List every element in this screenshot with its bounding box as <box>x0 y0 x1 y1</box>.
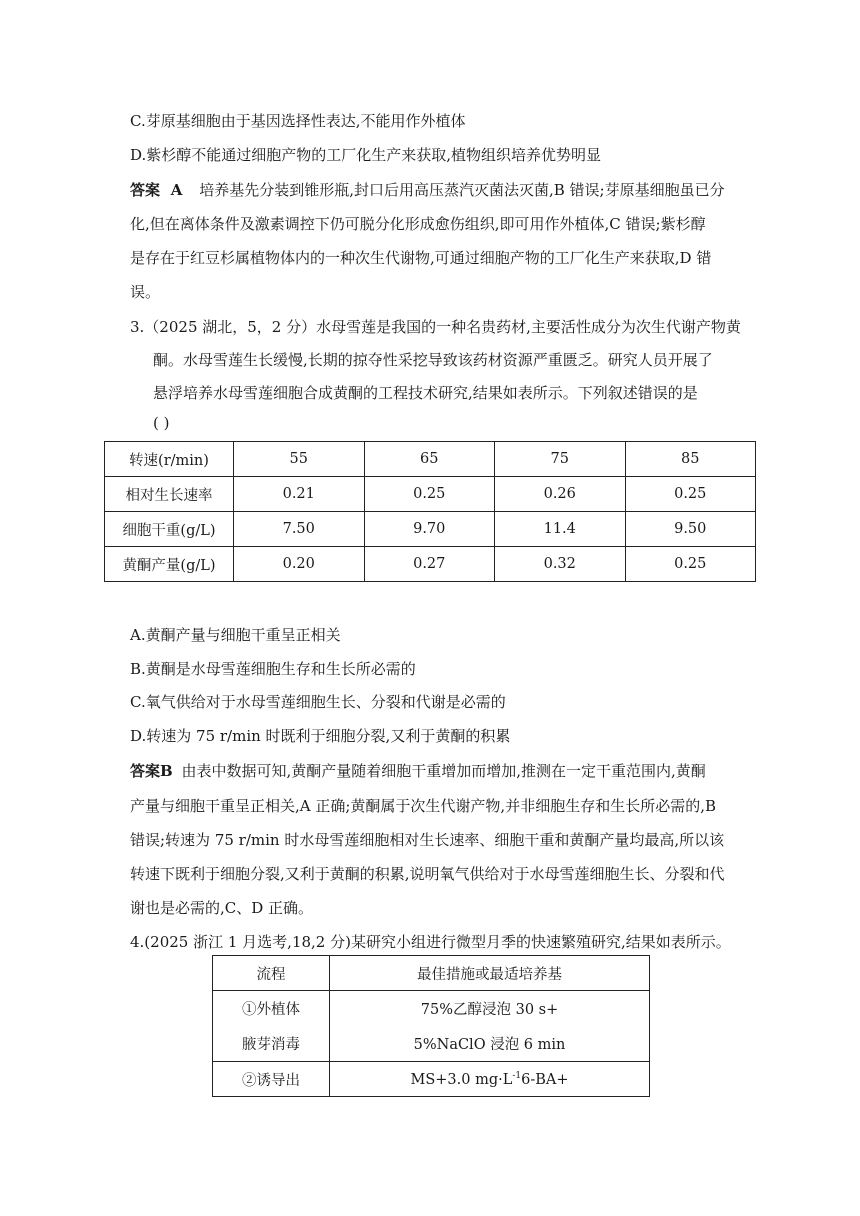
step-line: ①外植体 <box>242 1002 300 1018</box>
table-row <box>213 991 650 1062</box>
q4-procedure-table <box>212 955 650 1097</box>
table-cell: 相对生长速率 <box>105 477 234 512</box>
q3-stem-line: 酮。水母雪莲生长缓慢,长期的掠夺性采挖导致该药材资源严重匮乏。研究人员开展了 <box>153 351 713 369</box>
explanation-line: 化,但在离体条件及激素调控下仍可脱分化形成愈伤组织,即可用作外植体,C 错误;紫杉醇 <box>130 215 706 233</box>
table-cell: 65 <box>364 442 495 477</box>
table-cell: 7.50 <box>234 512 365 547</box>
answer-blank: ( ) <box>153 414 170 432</box>
q2-answer <box>130 180 725 200</box>
measure-line: 5%NaClO 浸泡 6 min <box>413 1037 566 1053</box>
explanation-line: 培养基先分装到锥形瓶,封口后用高压蒸汽灭菌法灭菌,B 错误;芽原基细胞虽已分 <box>199 181 725 199</box>
explanation-line: 错误;转速为 75 r/min 时水母雪莲细胞相对生长速率、细胞干重和黄酮产量均最高,所以该 <box>130 831 725 849</box>
table-header-row <box>213 956 650 991</box>
answer-label: 答案 <box>130 181 161 199</box>
table-cell: 流程 <box>213 956 330 991</box>
explanation-line: 产量与细胞干重呈正相关,A 正确;黄酮属于次生代谢产物,并非细胞生存和生长所必需的,B <box>130 797 716 815</box>
q2-option-d: D.紫杉醇不能通过细胞产物的工厂化生产来获取,植物组织培养优势明显 <box>130 146 602 164</box>
table-cell: 85 <box>625 442 756 477</box>
q3-option-c: C.氧气供给对于水母雪莲细胞生长、分裂和代谢是必需的 <box>130 693 506 711</box>
q2-option-c: C.芽原基细胞由于基因选择性表达,不能用作外植体 <box>130 112 466 130</box>
table-cell: 最佳措施或最适培养基 <box>330 956 650 991</box>
table-cell: 0.25 <box>364 477 495 512</box>
table-cell: 55 <box>234 442 365 477</box>
q3-data-table <box>104 441 756 582</box>
q4-stem: 4.(2025 浙江 1 月选考,18,2 分)某研究小组进行微型月季的快速繁殖研究,结果如表所示。 <box>130 933 731 951</box>
table-cell: 0.27 <box>364 547 495 582</box>
answer-letter: B <box>160 762 173 780</box>
table-cell: 细胞干重(g/L) <box>105 512 234 547</box>
q3-option-d: D.转速为 75 r/min 时既利于细胞分裂,又利于黄酮的积累 <box>130 727 511 745</box>
table-cell: 9.70 <box>364 512 495 547</box>
table-cell: 转速(r/min) <box>105 442 234 477</box>
explanation-line: 转速下既利于细胞分裂,又利于黄酮的积累,说明氧气供给对于水母雪莲细胞生长、分裂和代 <box>130 865 725 883</box>
table-cell <box>330 991 650 1062</box>
table-cell: ②诱导出 <box>213 1062 330 1097</box>
table-cell: 0.26 <box>495 477 626 512</box>
measure-main: MS+3.0 mg·L <box>410 1071 513 1088</box>
table-cell: 11.4 <box>495 512 626 547</box>
table-cell: 9.50 <box>625 512 756 547</box>
table-cell <box>330 1062 650 1097</box>
step-line: 腋芽消毒 <box>242 1037 300 1053</box>
table-row <box>105 477 756 512</box>
table-row <box>105 512 756 547</box>
measure-line: 75%乙醇浸泡 30 s+ <box>420 1002 559 1018</box>
q3-stem-line: 3.（2025 湖北，5，2 分）水母雪莲是我国的一种名贵药材,主要活性成分为次生代谢产物黄 <box>130 318 741 336</box>
table-cell: 0.20 <box>234 547 365 582</box>
table-cell: 0.25 <box>625 477 756 512</box>
table-cell: 黄酮产量(g/L) <box>105 547 234 582</box>
table-row <box>213 1062 650 1097</box>
explanation-line: 误。 <box>130 283 161 301</box>
q3-stem-line: 悬浮培养水母雪莲细胞合成黄酮的工程技术研究,结果如表所示。下列叙述错误的是 <box>153 384 698 402</box>
measure-sup: -1 <box>512 1070 522 1081</box>
answer-label: 答案 <box>130 762 161 780</box>
answer-letter: A <box>170 181 183 199</box>
table-cell: 75 <box>495 442 626 477</box>
q3-option-b: B.黄酮是水母雪莲细胞生存和生长所必需的 <box>130 660 416 678</box>
q3-option-a: A.黄酮产量与细胞干重呈正相关 <box>130 626 341 644</box>
explanation-line: 谢也是必需的,C、D 正确。 <box>130 899 314 917</box>
table-cell: 0.21 <box>234 477 365 512</box>
q3-answer <box>130 761 706 781</box>
explanation-line: 由表中数据可知,黄酮产量随着细胞干重增加而增加,推测在一定干重范围内,黄酮 <box>181 762 706 780</box>
explanation-line: 是存在于红豆杉属植物体内的一种次生代谢物,可通过细胞产物的工厂化生产来获取,D 错 <box>130 249 712 267</box>
table-cell: 0.25 <box>625 547 756 582</box>
table-cell <box>213 991 330 1062</box>
measure-tail: 6-BA+ <box>521 1071 569 1088</box>
table-cell: 0.32 <box>495 547 626 582</box>
table-header-row <box>105 442 756 477</box>
table-row <box>105 547 756 582</box>
